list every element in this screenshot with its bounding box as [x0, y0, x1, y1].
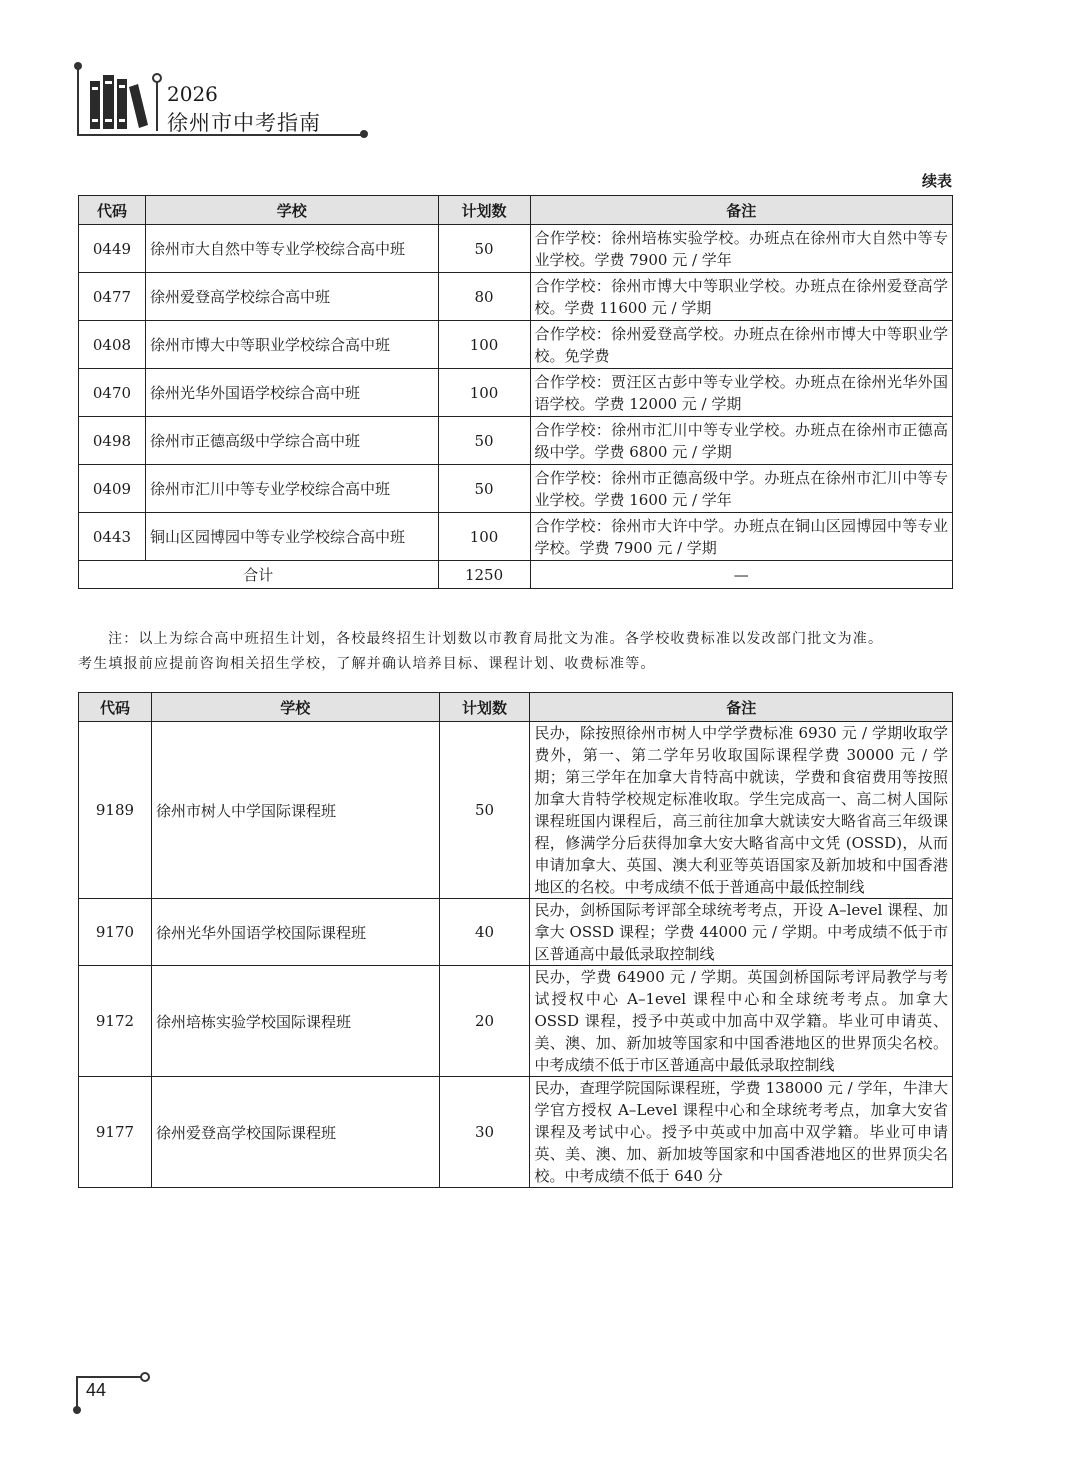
- table-row: [79, 1077, 953, 1188]
- total-note: —: [530, 561, 953, 589]
- cell-code: 9170: [79, 899, 152, 966]
- table-row: [79, 966, 953, 1077]
- footer-rule-vertical: [76, 1376, 78, 1410]
- cell-note: 合作学校：徐州培栋实验学校。办班点在徐州市大自然中等专业学校。学费 7900 元 / 学年: [530, 225, 953, 273]
- ornament-dot: [73, 1406, 81, 1414]
- column-header-plan: 计划数: [438, 196, 530, 225]
- table-row: [79, 321, 953, 369]
- header-year: 2026: [167, 82, 218, 106]
- header-title: 徐州市中考指南: [167, 111, 321, 135]
- table-row: [79, 225, 953, 273]
- table-footnote: [78, 627, 953, 677]
- cell-school: 徐州光华外国语学校国际课程班: [151, 899, 439, 966]
- cell-school: 徐州市汇川中等专业学校综合高中班: [145, 465, 438, 513]
- cell-code: 9172: [79, 966, 152, 1077]
- cell-school: 徐州市正德高级中学综合高中班: [145, 417, 438, 465]
- cell-code: 0443: [79, 513, 146, 561]
- table-row: [79, 899, 953, 966]
- cell-school: 徐州市大自然中等专业学校综合高中班: [145, 225, 438, 273]
- ornament-dot: [360, 130, 368, 138]
- footnote-line-1: 注：以上为综合高中班招生计划，各校最终招生计划数以市教育局批文为准。各学校收费标准以发改部门批文为准。: [108, 631, 884, 647]
- column-header-note: 备注: [530, 693, 953, 722]
- cell-code: 0408: [79, 321, 146, 369]
- table-row: [79, 513, 953, 561]
- cell-note: 合作学校：徐州市大许中学。办班点在铜山区园博园中等专业学校。学费 7900 元 / 学期: [530, 513, 953, 561]
- cell-school: 徐州光华外国语学校综合高中班: [145, 369, 438, 417]
- cell-note: 民办，除按照徐州市树人中学学费标准 6930 元 / 学期收取学费外，第一、第二学年另收取国际课程学费 30000 元 / 学期；第三学年在加拿大肯特高中就读，学费和食宿费用等按照加拿大肯特学校规定标准收取。学生完成高一、高二树人国际课程班国内课程后，高三前往加拿大就读安大略省高三年级课程，修满学分后获得加拿大安大略省高中文凭 (OSSD)，从而申请加拿大、英国、澳大利亚等英语国家及新加坡和中国香港地区的名校。中考成绩不低于普通高中最低控制线: [530, 722, 953, 899]
- cell-plan: 50: [439, 722, 530, 899]
- column-header-note: 备注: [530, 196, 953, 225]
- table-row: [79, 273, 953, 321]
- cell-note: 民办，学费 64900 元 / 学期。英国剑桥国际考评局教学与考试授权中心 A–1evel 课程中心和全球统考考点。加拿大 OSSD 课程，授予中英或中加高中双学籍。毕业可申请英、美、澳、加、新加坡等国家和中国香港地区的世界顶尖名校。中考成绩不低于市区普通高中最低录取控制线: [530, 966, 953, 1077]
- page-number: 44: [86, 1380, 107, 1400]
- total-plan: 1250: [438, 561, 530, 589]
- total-row: [79, 561, 953, 589]
- cell-school: 铜山区园博园中等专业学校综合高中班: [145, 513, 438, 561]
- cell-code: 0470: [79, 369, 146, 417]
- cell-school: 徐州市博大中等职业学校综合高中班: [145, 321, 438, 369]
- cell-code: 0449: [79, 225, 146, 273]
- ornament-dot: [74, 62, 82, 70]
- cell-code: 0477: [79, 273, 146, 321]
- column-header-code: 代码: [79, 693, 152, 722]
- cell-school: 徐州市树人中学国际课程班: [151, 722, 439, 899]
- cell-note: 合作学校：徐州市汇川中等专业学校。办班点在徐州市正德高级中学。学费 6800 元 / 学期: [530, 417, 953, 465]
- cell-plan: 100: [438, 369, 530, 417]
- cell-plan: 100: [438, 513, 530, 561]
- cell-school: 徐州爱登高学校综合高中班: [145, 273, 438, 321]
- ornament-dot: [152, 73, 162, 83]
- column-header-school: 学校: [151, 693, 439, 722]
- cell-code: 9189: [79, 722, 152, 899]
- cell-plan: 30: [439, 1077, 530, 1188]
- cell-school: 徐州爱登高学校国际课程班: [151, 1077, 439, 1188]
- cell-note: 合作学校：贾汪区古彭中等专业学校。办班点在徐州光华外国语学校。学费 12000 元 / 学期: [530, 369, 953, 417]
- header-rule-vertical: [77, 66, 79, 136]
- table-header-row: [79, 693, 953, 722]
- cell-plan: 80: [438, 273, 530, 321]
- international-class-table: [78, 692, 953, 1188]
- table-row: [79, 369, 953, 417]
- cell-plan: 50: [438, 465, 530, 513]
- cell-plan: 100: [438, 321, 530, 369]
- comprehensive-class-table: [78, 195, 953, 589]
- column-header-school: 学校: [145, 196, 438, 225]
- header-divider: [156, 77, 158, 131]
- cell-note: 合作学校：徐州爱登高学校。办班点在徐州市博大中等职业学校。免学费: [530, 321, 953, 369]
- cell-note: 民办，剑桥国际考评部全球统考考点，开设 A–level 课程、加拿大 OSSD 课程；学费 44000 元 / 学期。中考成绩不低于市区普通高中最低录取控制线: [530, 899, 953, 966]
- cell-note: 合作学校：徐州市博大中等职业学校。办班点在徐州爱登高学校。学费 11600 元 / 学期: [530, 273, 953, 321]
- cell-plan: 50: [438, 417, 530, 465]
- table-row: [79, 465, 953, 513]
- table-row: [79, 722, 953, 899]
- footer-rule-horizontal: [76, 1376, 143, 1378]
- column-header-code: 代码: [79, 196, 146, 225]
- cell-school: 徐州培栋实验学校国际课程班: [151, 966, 439, 1077]
- cell-code: 9177: [79, 1077, 152, 1188]
- cell-note: 民办，查理学院国际课程班，学费 138000 元 / 学年，牛津大学官方授权 A–Level 课程中心和全球统考考点，加拿大安省课程及考试中心。授予中英或中加高中双学籍。毕业可申请英、美、澳、加、新加坡等国家和中国香港地区的世界顶尖名校。中考成绩不低于 640 分: [530, 1077, 953, 1188]
- column-header-plan: 计划数: [439, 693, 530, 722]
- table-row: [79, 417, 953, 465]
- cell-plan: 40: [439, 899, 530, 966]
- cell-plan: 50: [438, 225, 530, 273]
- books-icon: [88, 73, 150, 131]
- total-label: 合计: [79, 561, 439, 589]
- table-header-row: [79, 196, 953, 225]
- cell-note: 合作学校：徐州市正德高级中学。办班点在徐州市汇川中等专业学校。学费 1600 元 / 学年: [530, 465, 953, 513]
- footnote-line-2: 考生填报前应提前咨询相关招生学校，了解并确认培养目标、课程计划、收费标准等。: [78, 656, 656, 672]
- cell-code: 0409: [79, 465, 146, 513]
- continued-label: 续表: [921, 172, 952, 190]
- cell-code: 0498: [79, 417, 146, 465]
- cell-plan: 20: [439, 966, 530, 1077]
- ornament-dot: [140, 1372, 150, 1382]
